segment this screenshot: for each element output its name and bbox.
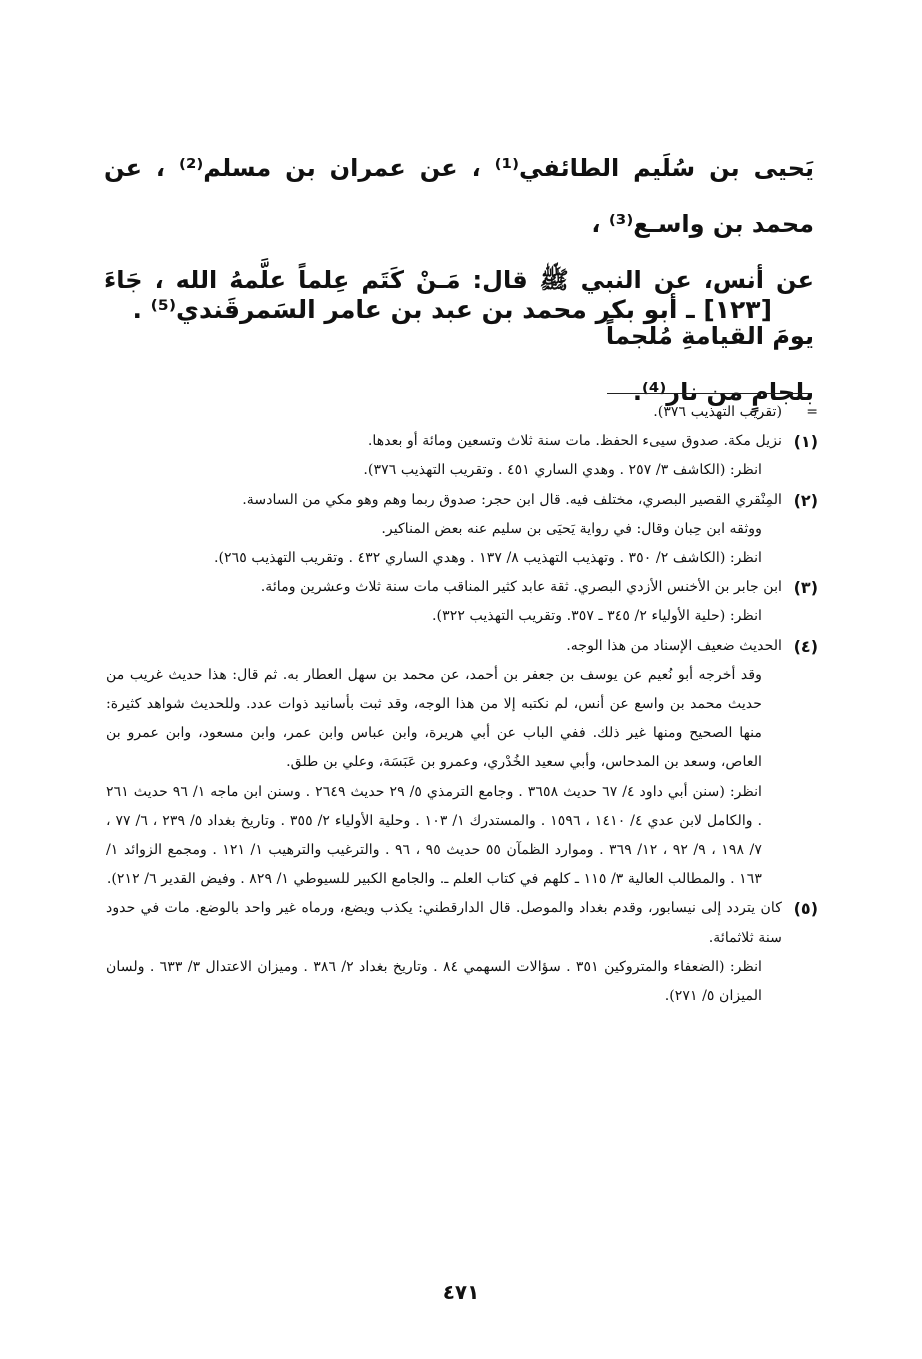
footnote-line: (تقريب التهذيب ٣٧٦).: [653, 404, 782, 420]
footnote-line: انظر: (الكاشف ٣/ ٢٥٧ . وهدي الساري ٤٥١ . وتقريب التهذيب ٣٧٦).: [363, 462, 762, 479]
footnote-number: (٤): [793, 636, 818, 656]
hadith-line: عن أنس، عن النبي ﷺ قال: مَـنْ كَتَم عِلماً علَّمهُ الله ، جَاءَ يومَ القيامةِ مُلجماً: [104, 266, 814, 350]
footnote-line: انظر: (سنن أبي داود ٤/ ٦٧ حديث ٣٦٥٨ . وجامع الترمذي ٥/ ٢٩ حديث ٢٦٤٩ . وسنن ابن ماجه ١/ ٩٦ حديث ٢٦١ . والكامل لابن عدي ٤/ ١٤١٠ ، ١٥٩٦ . والمستدرك ١/ ١٠٣ . وحلية الأولياء ٢/ ٣٥٥ . وتاريخ بغداد ٥/ ٢٣٩ ، ٦/ ٧٧ ، ٧/ ١٩٨ ، ٩/ ٩٢ ، ١٢/ ٣٦٩ . وموارد الظمآن ٥٥ حديث ٩٥ ، ٩٦ . والترغيب والترهيب ١/ ١٢١ . ومجمع الزوائد ١/ ١٦٣ . والمطالب العالية ٣/ ١١٥ ـ كلهم في كتاب العلم ـ. والجامع الكبير للسيوطي ١/ ٨٢٩ . وفيض القدير ٦/ ٢١٢).: [106, 783, 762, 888]
footnote-line: كان يتردد إلى نيسابور، وقدم بغداد والموصل. قال الدارقطني: يكذب ويضع، ورماه غير واحد بالوضع. مات في حدود سنة ثلاثمائة.: [106, 900, 782, 946]
footnote-number: (٥): [793, 899, 818, 919]
footnote-number: (٢): [793, 490, 818, 510]
hadith-text: [104, 140, 814, 420]
footnote-line: المِنْقري القصير البصري، مختلف فيه. قال ابن حجر: صدوق ربما وهم وهو مكي من السادسة.: [242, 491, 782, 508]
footnote-line: انظر: (الكاشف ٢/ ٣٥٠ . وتهذيب التهذيب ٨/ ١٣٧ . وهدي الساري ٤٣٢ . وتقريب التهذيب ٢٦٥).: [213, 550, 762, 567]
continuation-mark: =: [806, 404, 818, 420]
hadith-line: بلجامٍ من نار⁽⁴⁾.: [632, 378, 814, 406]
footnote-line: انظر: (حلية الأولياء ٢/ ٣٤٥ ـ ٣٥٧. وتقريب التهذيب ٣٢٢).: [432, 608, 762, 625]
footnote-separator: [607, 393, 812, 394]
footnote-1: [106, 427, 818, 485]
footnote-3: [106, 573, 818, 631]
footnote-2: [106, 486, 818, 574]
footnote-number: (١): [793, 432, 818, 452]
footnote-line: ابن جابر بن الأخنس الأزدي البصري. ثقة عابد كثير المناقب مات سنة ثلاث وعشرين ومائة.: [260, 579, 782, 596]
footnote-line: ووثقه ابن حِبان وقال: في رواية يَحيَى بن سليم عنه بعض المناكير.: [381, 520, 762, 537]
footnote-carry: [106, 398, 818, 427]
entry-heading: [١٢٣] ـ أبو بكر محمد بن عبد بن عامر السَمرقَندي⁽⁵⁾ .: [132, 295, 772, 324]
page-number: ٤٧١: [442, 1280, 480, 1304]
footnotes: [106, 398, 818, 1011]
footnote-4: [106, 632, 818, 895]
footnote-line: وقد أخرجه أبو نُعيم عن يوسف بن جعفر بن أحمد، عن محمد بن سهل العطار به. ثم قال: هذا حديث غريب من حديث محمد بن واسع عن أنس، لم نكتبه إلا من هذا الوجه، وقد ثبت بأسانيد ذوات عدد. وللحديث شواهد كثيرة: منها الصحيح ومنها غير ذلك. ففي الباب عن أبي هريرة، وابن عباس وابن عمر، وابن مسعود، وابن عمرو بن العاص، وسعد بن المدحاس، وأبي سعيد الخُدْري، وعمرو بن عَبَسَة، وعلي بن طلق.: [106, 666, 762, 771]
footnote-number: (٣): [793, 578, 818, 598]
footnote-5: [106, 894, 818, 1011]
hadith-line: يَحيى بن سُلَيم الطائفي⁽¹⁾ ، عن عمران بن مسلم⁽²⁾ ، عن محمد بن واسـع⁽³⁾ ،: [104, 154, 815, 238]
footnote-line: نزيل مكة. صدوق سيىء الحفظ. مات سنة ثلاث وتسعين ومائة أو بعدها.: [367, 433, 782, 450]
footnote-line: الحديث ضعيف الإسناد من هذا الوجه.: [566, 637, 782, 654]
footnote-line: انظر: (الضعفاء والمتروكين ٣٥١ . سؤالات السهمي ٨٤ . وتاريخ بغداد ٢/ ٣٨٦ . وميزان الاعتدال ٣/ ٦٣٣ . ولسان الميزان ٥/ ٢٧١).: [106, 958, 762, 1005]
